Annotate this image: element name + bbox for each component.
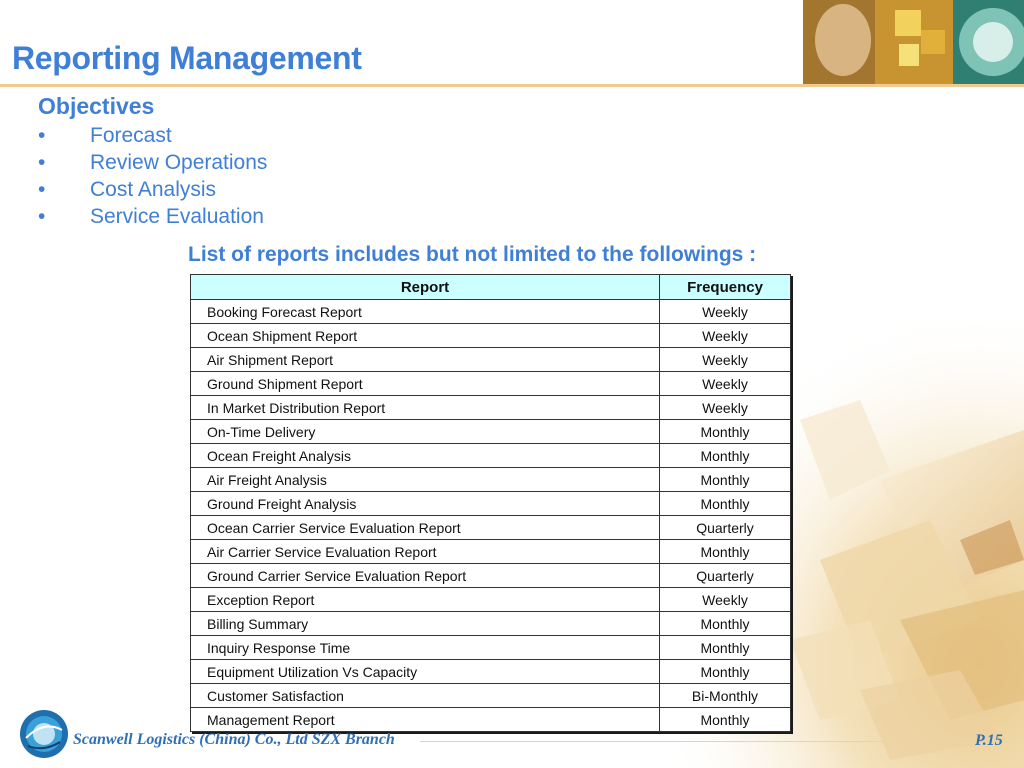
table-row (191, 516, 791, 540)
report-frequency-cell: Weekly (660, 396, 791, 420)
report-name-cell: Ground Freight Analysis (191, 492, 660, 516)
table-row (191, 324, 791, 348)
report-name-cell: Exception Report (191, 588, 660, 612)
footer-divider (420, 741, 960, 742)
objective-label: Service Evaluation (90, 205, 264, 228)
objective-label: Forecast (90, 124, 172, 147)
report-frequency-cell: Quarterly (660, 516, 791, 540)
report-frequency-cell: Weekly (660, 588, 791, 612)
column-header-report: Report (191, 275, 660, 300)
report-name-cell: Inquiry Response Time (191, 636, 660, 660)
objective-item (38, 203, 267, 230)
table-row (191, 492, 791, 516)
report-name-cell: Management Report (191, 708, 660, 732)
report-name-cell: Ocean Shipment Report (191, 324, 660, 348)
objectives-heading: Objectives (38, 93, 155, 119)
report-name-cell: Booking Forecast Report (191, 300, 660, 324)
table-row (191, 612, 791, 636)
table-row (191, 420, 791, 444)
table-row (191, 636, 791, 660)
header-divider (0, 84, 1024, 87)
report-name-cell: Ocean Carrier Service Evaluation Report (191, 516, 660, 540)
table-header-row (191, 275, 791, 300)
table-row (191, 588, 791, 612)
bullet-icon: • (38, 178, 46, 201)
report-frequency-cell: Monthly (660, 444, 791, 468)
report-frequency-cell: Monthly (660, 636, 791, 660)
report-frequency-cell: Weekly (660, 372, 791, 396)
report-frequency-cell: Bi-Monthly (660, 684, 791, 708)
table-row (191, 540, 791, 564)
reports-table-body (191, 300, 791, 732)
table-row (191, 660, 791, 684)
objective-item (38, 176, 267, 203)
globe-logo-icon (18, 708, 68, 760)
table-row (191, 684, 791, 708)
table-row (191, 708, 791, 732)
table-row (191, 564, 791, 588)
report-frequency-cell: Monthly (660, 540, 791, 564)
report-frequency-cell: Monthly (660, 492, 791, 516)
report-name-cell: On-Time Delivery (191, 420, 660, 444)
report-frequency-cell: Monthly (660, 468, 791, 492)
column-header-frequency: Frequency (660, 275, 791, 300)
report-name-cell: Ocean Freight Analysis (191, 444, 660, 468)
bullet-icon: • (38, 205, 46, 228)
report-frequency-cell: Weekly (660, 324, 791, 348)
table-row (191, 372, 791, 396)
footer-company-name: Scanwell Logistics (China) Co., Ltd SZX Branch (73, 731, 395, 748)
table-row (191, 348, 791, 372)
objective-item (38, 122, 267, 149)
report-frequency-cell: Monthly (660, 612, 791, 636)
report-name-cell: Customer Satisfaction (191, 684, 660, 708)
table-row (191, 468, 791, 492)
report-name-cell: Ground Carrier Service Evaluation Report (191, 564, 660, 588)
reports-list-caption: List of reports includes but not limited to the followings : (188, 243, 757, 266)
report-name-cell: In Market Distribution Report (191, 396, 660, 420)
page-number: P.15 (975, 732, 1003, 749)
bullet-icon: • (38, 151, 46, 174)
header-photo-icon (803, 0, 1024, 84)
objective-label: Cost Analysis (90, 178, 217, 201)
table-row (191, 444, 791, 468)
objectives-list (38, 122, 267, 230)
report-frequency-cell: Weekly (660, 300, 791, 324)
report-name-cell: Air Carrier Service Evaluation Report (191, 540, 660, 564)
reports-table (190, 274, 791, 732)
table-row (191, 396, 791, 420)
objective-item (38, 149, 267, 176)
report-name-cell: Billing Summary (191, 612, 660, 636)
report-frequency-cell: Weekly (660, 348, 791, 372)
report-frequency-cell: Monthly (660, 708, 791, 732)
report-name-cell: Equipment Utilization Vs Capacity (191, 660, 660, 684)
report-frequency-cell: Monthly (660, 420, 791, 444)
report-frequency-cell: Monthly (660, 660, 791, 684)
report-name-cell: Ground Shipment Report (191, 372, 660, 396)
table-row (191, 300, 791, 324)
objective-label: Review Operations (90, 151, 268, 174)
report-frequency-cell: Quarterly (660, 564, 791, 588)
report-name-cell: Air Freight Analysis (191, 468, 660, 492)
bullet-icon: • (38, 124, 46, 147)
report-name-cell: Air Shipment Report (191, 348, 660, 372)
page-title: Reporting Management (12, 40, 362, 76)
